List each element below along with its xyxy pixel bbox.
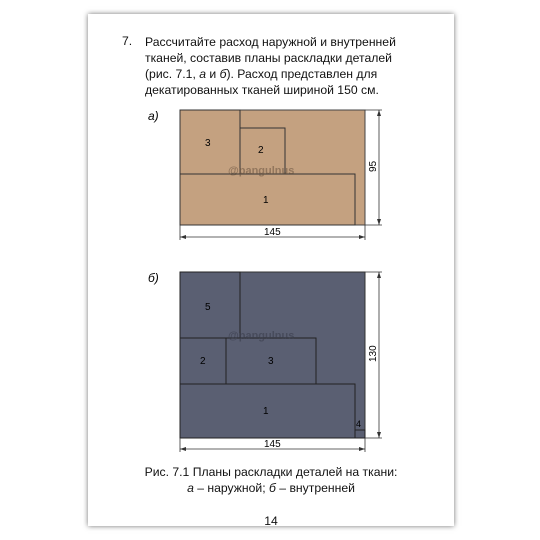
task-line-2: тканей, составив планы раскладки деталей <box>145 51 392 65</box>
layout-a-width-label: 145 <box>264 227 281 238</box>
layout-b-label-4: 4 <box>356 419 362 429</box>
layout-a-watermark: @pangulnus <box>228 165 295 177</box>
layout-b-label-5: 5 <box>205 302 211 313</box>
task-line-3: (рис. 7.1, а и б). Расход представлен для <box>145 67 378 81</box>
layout-b-width-label: 145 <box>264 439 281 450</box>
figure-caption <box>88 464 454 496</box>
layout-b-label: б) <box>148 271 159 285</box>
layout-b-height-label: 130 <box>368 345 379 362</box>
italic-b: б <box>219 67 227 81</box>
layout-a-label: а) <box>148 109 159 123</box>
layout-a-label-1: 1 <box>263 195 269 206</box>
caption-line-1: Рис. 7.1 Планы раскладки деталей на ткани: <box>144 465 398 479</box>
layout-a-label-2: 2 <box>258 145 264 156</box>
task-number: 7. <box>122 34 133 48</box>
layout-a-label-3: 3 <box>205 138 211 149</box>
caption-line-2: а – наружной; б – внутренней <box>187 481 355 495</box>
task-line-1: Рассчитайте расход наружной и внутренней <box>145 35 396 49</box>
layout-b-fabric <box>180 272 365 438</box>
layout-b-label-1: 1 <box>263 406 269 417</box>
layout-a-height-label: 95 <box>368 160 379 172</box>
layout-b-label-2: 2 <box>200 356 206 367</box>
italic-a: а <box>199 67 207 81</box>
page-number: 14 <box>264 514 278 528</box>
layout-b-label-3: 3 <box>268 356 274 367</box>
layout-b-watermark: @pangulnus <box>228 330 295 342</box>
task-line-4: декатированных тканей шириной 150 см. <box>145 83 379 97</box>
